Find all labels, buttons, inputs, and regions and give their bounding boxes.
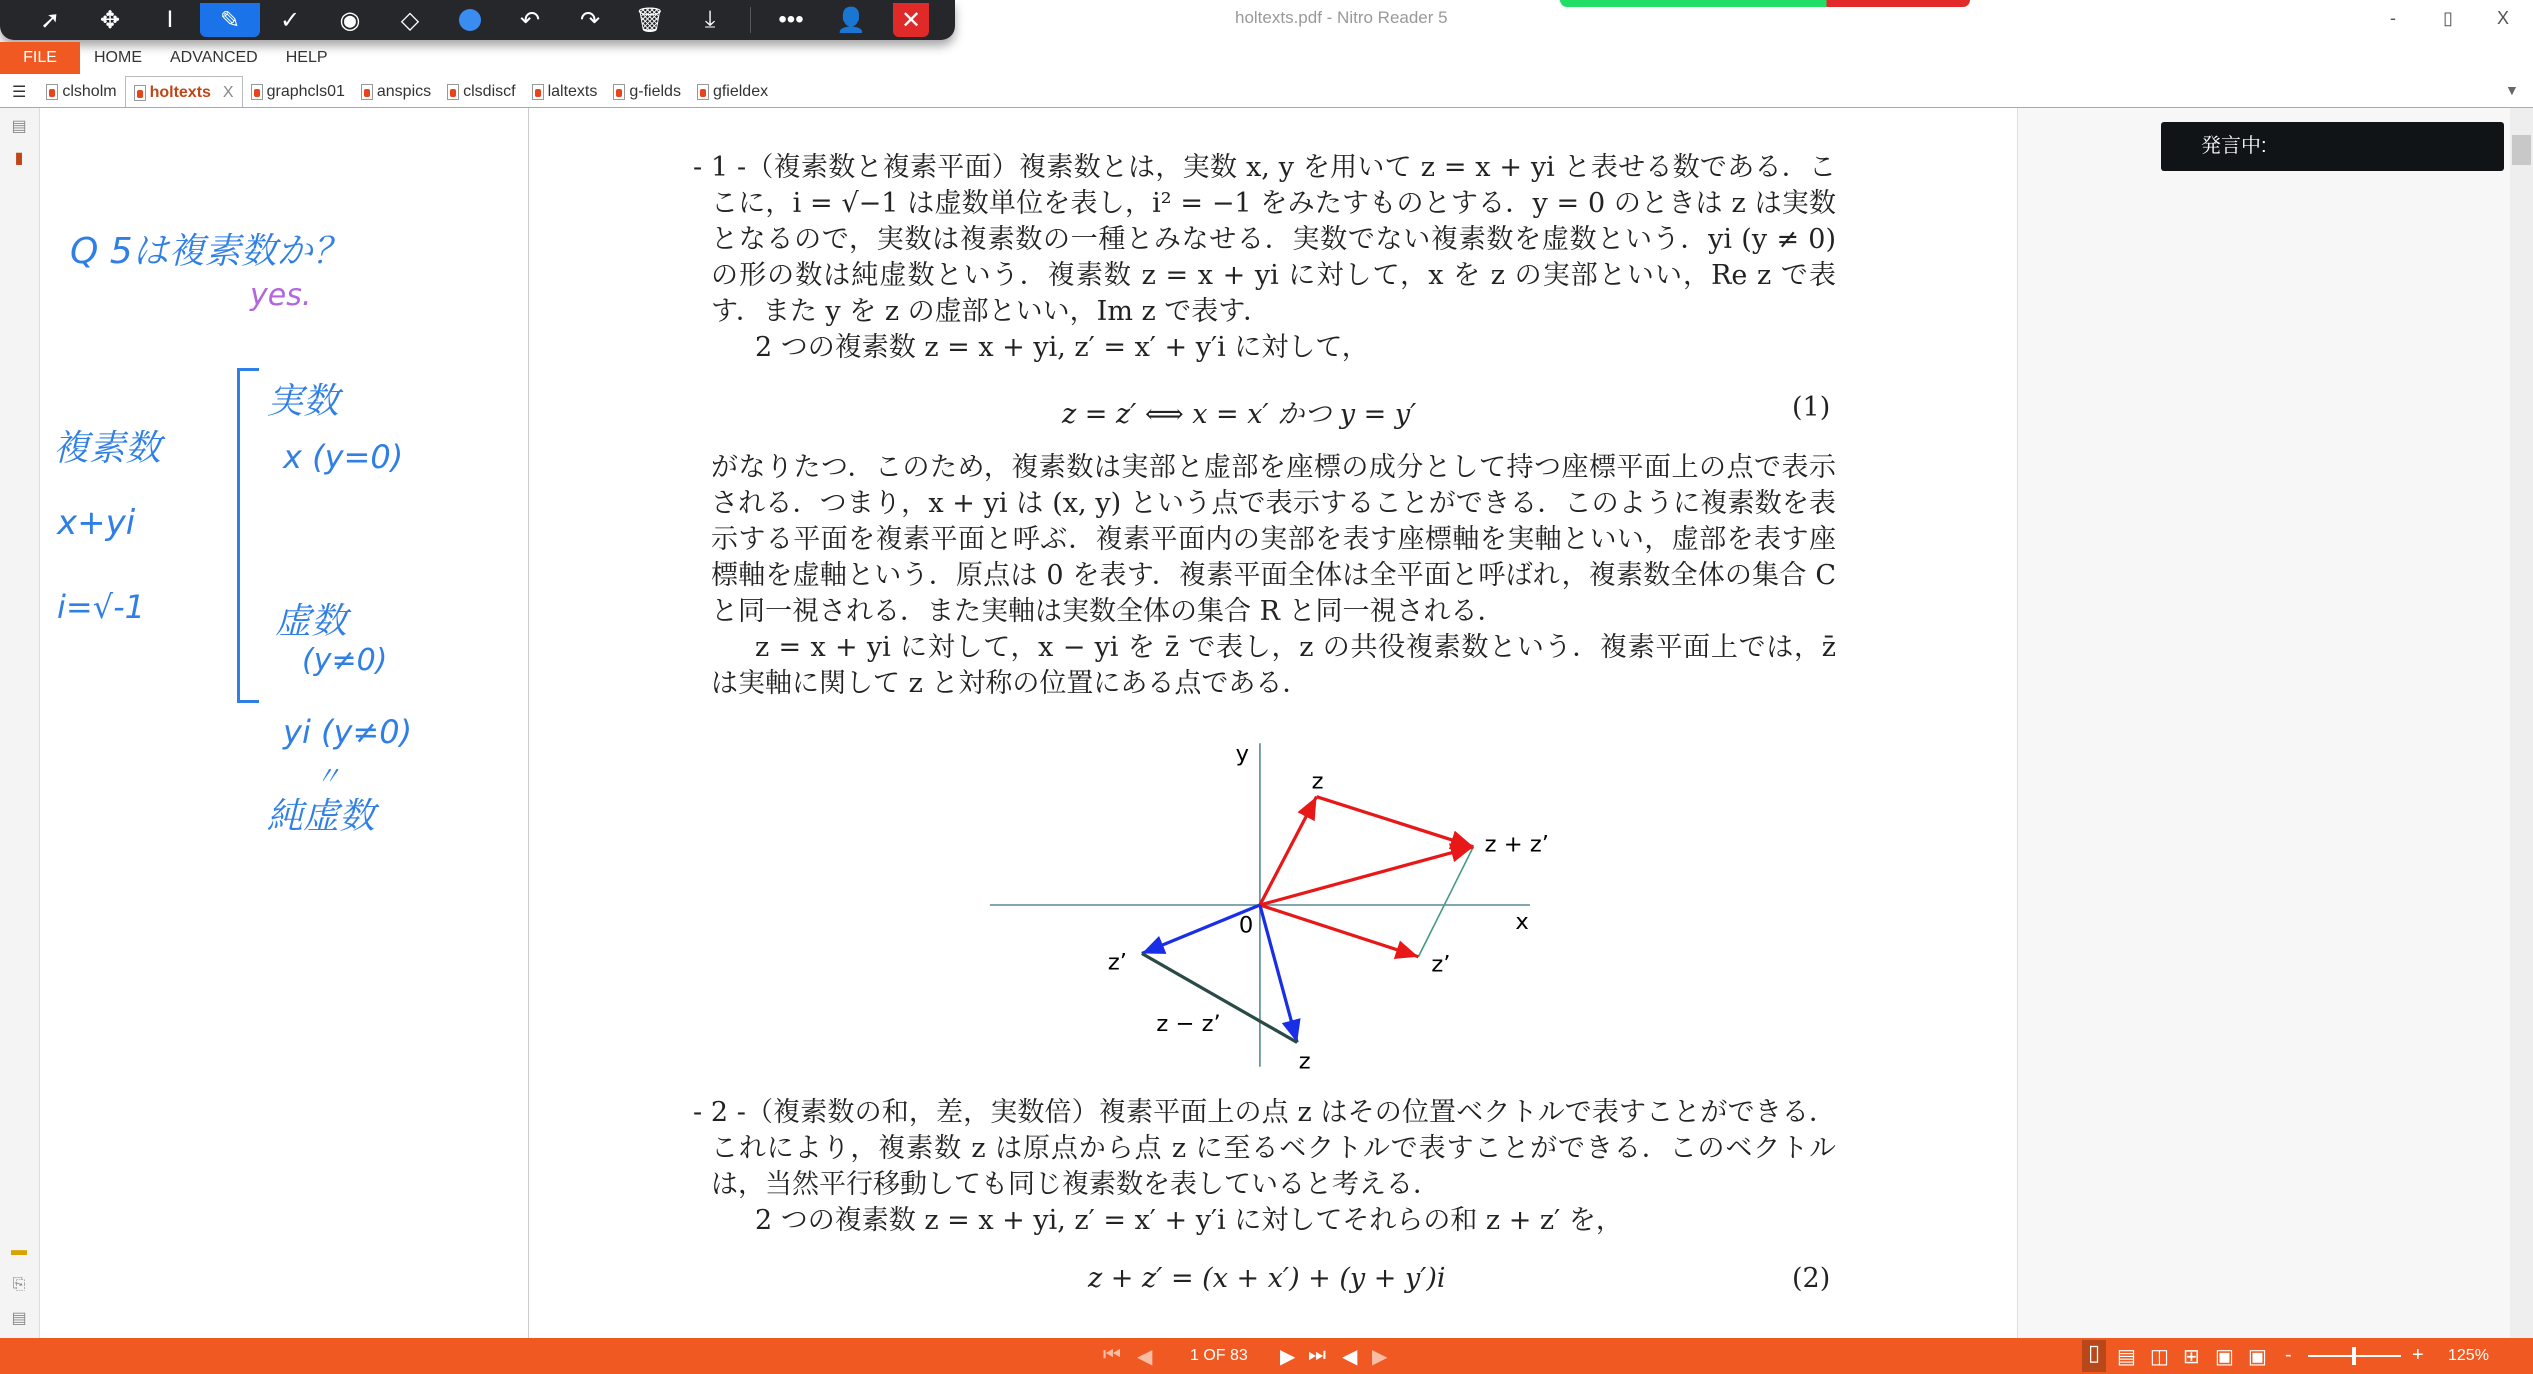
note-real-cond: x (y=0) [283,438,404,476]
previous-view-icon[interactable]: ◀ [1342,1346,1358,1368]
vector-z-shifted [1260,905,1297,1042]
maximize-button[interactable]: ▯ [2443,8,2453,28]
continuous-view-icon[interactable]: ▤ [2117,1346,2136,1368]
note-i: i=√-1 [57,588,145,626]
tab-label: clsholm [62,83,117,100]
close-window-button[interactable]: X [2497,8,2510,28]
zoom-in-button[interactable]: + [2412,1344,2424,1366]
menu-file[interactable]: FILE [0,42,80,74]
note-ditto: 〃 [315,762,342,792]
label-origin: 0 [1238,912,1254,939]
label-z-sum: z + z’ [1484,831,1549,858]
tab-label: clsdiscf [463,83,516,100]
note-yes: yes. [250,278,312,313]
document-tabs [0,76,776,108]
download-icon[interactable]: ⤓ [704,6,716,33]
bookmarks-icon[interactable]: ▮ [14,150,24,167]
comments-icon[interactable]: ▬ [11,1242,27,1259]
conjugate-paragraph: z = x + yi に対して，x − yi を z̄ で表し，z の共役複素数という．複素平面上では，z̄ は実軸に関して z と対称の位置にある点である． [711,632,1836,699]
equation-1: z = z′ ⟺ x = x′ かつ y = y′ [1062,399,1417,430]
pdf-icon [134,85,146,101]
pdf-icon [613,84,625,100]
pointer-icon[interactable]: ➚ [39,6,61,34]
pen-icon[interactable]: ✎ [200,3,260,37]
single-page-view-icon[interactable]: ▯ [2082,1340,2106,1372]
tab-close-icon[interactable]: X [222,83,234,101]
note-pure: 純虚数 [267,796,376,837]
vector-z-to-sum [1317,797,1474,847]
more-icon[interactable]: ••• [778,6,804,33]
note-real: 実数 [267,381,340,422]
vector-sum [1260,847,1473,905]
facing-continuous-view-icon[interactable]: ⊞ [2183,1346,2200,1368]
split-view-icon[interactable]: ▣ [2248,1346,2267,1368]
complex-plane-paragraph: がなりたつ．このため，複素数は実部と虚部を座標の成分として持つ座標平面上の点で表示される．つまり，x + yi は (x, y) という点で表示することができる．このように複素数を表示する平面を複素平面と呼ぶ．複素平面内の実部を表す座標軸を実軸といい，虚部を表す座標軸を虚軸という．原点は 0 を表す．複素平面全体は全平面と呼ばれ，複素数全体の集合 C と同一視される．また実軸は実数全体の集合 R と同一視される． [711,452,1836,627]
scrollbar-thumb[interactable] [2512,135,2531,165]
properties-icon[interactable]: ▤ [11,1310,27,1327]
pdf-icon [532,84,544,100]
tab-holtexts[interactable] [125,76,243,108]
page-margin-area [2017,108,2510,1338]
speaking-indicator: 発言中: [2161,122,2504,171]
tab-graphcls01[interactable] [243,76,353,108]
handwritten-notes-panel [40,108,529,1338]
vector-z [1260,797,1317,905]
note-complex: 複素数 [53,428,162,469]
section-2-paragraph: - 2 -（複素数の和，差，実数倍）複素平面上の点 z はその位置ベクトルで表すことができる．これにより，複素数 z は原点から点 z に至るベクトルで表すことができる．このベクトルは，当然平行移動しても同じ複素数を表していると考える． [693,1097,1836,1200]
menu-help[interactable]: HELP [285,49,328,66]
tab-label: laltexts [547,83,598,100]
ribbon-collapse-icon[interactable]: ▼ [2505,82,2519,98]
label-z-prime: z’ [1431,951,1451,978]
facing-view-icon[interactable]: ◫ [2150,1346,2169,1368]
zoom-slider-handle[interactable] [2352,1347,2356,1365]
zoom-out-button[interactable]: - [2285,1344,2292,1366]
section-1-paragraph: - 1 -（複素数と複素平面）複素数とは，実数 x, y を用いて z = x + yi と表せる数である．ここに，i = √−1 は虚数単位を表し，i² = −1 をみたすものとする．y = 0 のときは z は実数となるので，実数は複素数の一種とみなせる．実数でない複素数を虚数という．yi (y ≠ 0) の形の数は純虚数という．複素数 z = x + yi に対して，x を z の実部といい，Re z で表す．また y を z の虚部といい，Im z で表す． [693,152,1836,327]
vector-z-prime [1260,905,1418,957]
tab-label: holtexts [149,83,211,101]
menu-bar [0,42,342,74]
move-icon[interactable]: ✥ [99,6,121,34]
stamp-icon[interactable]: ◉ [339,6,361,34]
note-question: Q 5は複素数か？ [70,231,349,272]
check-icon[interactable]: ✓ [279,6,301,34]
tab-list-icon[interactable]: ☰ [12,84,27,101]
undo-icon[interactable]: ↶ [519,6,541,34]
pdf-icon [46,84,58,100]
tab-clsholm[interactable] [38,76,124,108]
window-title: holtexts.pdf - Nitro Reader 5 [1235,8,1448,27]
tab-g-fields[interactable] [605,76,689,108]
last-page-icon[interactable]: ⏭ [1308,1344,1326,1366]
note-imag: 虚数 [275,601,348,642]
toolbar-divider [750,7,751,33]
next-page-icon[interactable]: ▶ [1280,1346,1296,1368]
close-icon[interactable]: ✕ [893,3,929,37]
label-neg-z-prime: z’ [1107,949,1127,976]
zoom-level[interactable]: 125% [2448,1347,2489,1364]
first-page-icon[interactable]: ⏮ [1103,1344,1121,1366]
label-z: z [1311,768,1324,795]
text-cursor-icon[interactable]: I [166,6,174,33]
note-bracket [237,368,259,703]
color-icon[interactable] [440,3,500,37]
trash-icon[interactable]: 🗑 [634,6,666,34]
label-z-diff: z − z’ [1156,1011,1221,1038]
pdf-icon [697,84,709,100]
pages-icon[interactable]: ▤ [11,118,27,135]
side-panel-strip [0,108,40,1338]
page-indicator[interactable]: 1 OF 83 [1190,1347,1248,1364]
tab-label: graphcls01 [266,83,345,100]
equation-2: z + z′ = (x + x′) + (y + y′)i [1088,1263,1446,1294]
tab-label: gfieldex [712,83,769,100]
status-bar [0,1338,2533,1374]
label-z-shifted: z [1298,1048,1311,1075]
user-icon[interactable]: 👤 [836,6,866,34]
attachments-icon[interactable]: ⎘ [12,1276,26,1293]
floating-annotation-toolbar [0,0,955,40]
note-pure-cond: yi (y≠0) [283,713,413,751]
tab-gfieldex[interactable] [689,76,776,108]
complex-plane-figure [985,735,1551,1075]
parallelogram-edge [1418,847,1473,957]
pdf-icon [251,84,263,100]
label-x: x [1515,909,1529,936]
presentation-view-icon[interactable]: ▣ [2215,1346,2234,1368]
tab-laltexts[interactable] [524,76,606,108]
paragraph-two-complex: 2 つの複素数 z = x + yi, z′ = x′ + y′i に対して， [755,332,1369,363]
equation-2-number: (2) [1792,1263,1831,1294]
pdf-icon [447,84,459,100]
next-view-icon[interactable]: ▶ [1372,1346,1388,1368]
recording-indicator [1560,0,1970,7]
minimize-button[interactable]: - [2390,8,2396,28]
tab-label: anspics [376,83,432,100]
vertical-scrollbar[interactable] [2510,108,2533,1338]
pdf-icon [361,84,373,100]
menu-advanced[interactable]: ADVANCED [170,49,258,66]
label-y: y [1235,741,1250,768]
equation-1-number: (1) [1792,392,1831,423]
note-xyi: x+yi [57,503,136,543]
note-imag-cond: (y≠0) [302,643,388,678]
tab-label: g-fields [629,83,681,100]
menu-home[interactable]: HOME [94,49,142,66]
redo-icon[interactable]: ↷ [579,6,601,34]
previous-page-icon[interactable]: ◀ [1137,1346,1153,1368]
sum-intro-paragraph: 2 つの複素数 z = x + yi, z′ = x′ + y′i に対してそれらの和 z + z′ を， [755,1205,1623,1236]
eraser-icon[interactable]: ◇ [400,6,420,34]
tab-anspics[interactable] [353,76,439,108]
tab-clsdiscf[interactable] [439,76,523,108]
